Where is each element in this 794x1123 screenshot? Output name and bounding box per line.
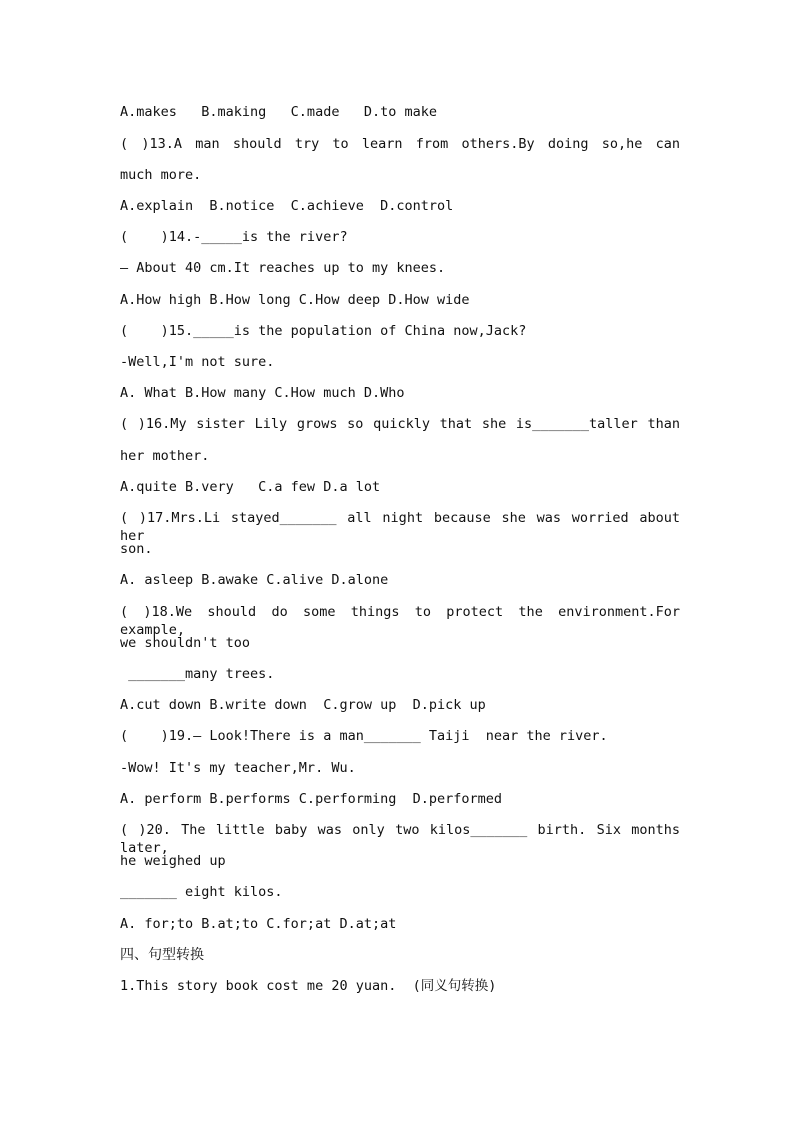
options-14: A.How high B.How long C.How deep D.How wide (120, 292, 470, 308)
options-16: A.quite B.very C.a few D.a lot (120, 479, 381, 495)
question-15-reply: -Well,I'm not sure. (120, 354, 275, 370)
question-19: ( )19.— Look!There is a man_______ Taiji near the river. (120, 728, 608, 744)
question-18-continued: we shouldn't too (120, 635, 251, 651)
section-heading: 四、句型转换 (120, 947, 204, 963)
options-15: A. What B.How many C.How much D.Who (120, 385, 405, 401)
options-19: A. perform B.performs C.performing D.performed (120, 791, 503, 807)
question-13: ( )13.A man should try to learn from others.By doing so,he can (120, 136, 680, 152)
question-14-reply: — About 40 cm.It reaches up to my knees. (120, 260, 446, 276)
question-18-blank-line: _______many trees. (120, 666, 275, 682)
question-16-continued: her mother. (120, 448, 210, 464)
options-12: A.makes B.making C.made D.to make (120, 104, 437, 120)
options-13: A.explain B.notice C.achieve D.control (120, 198, 454, 214)
question-20: ( )20. The little baby was only two kilos_______ birth. Six months later, (120, 822, 680, 856)
question-14: ( )14.-_____is the river? (120, 229, 348, 245)
question-20-blank-line: _______ eight kilos. (120, 884, 283, 900)
options-20: A. for;to B.at;to C.for;at D.at;at (120, 916, 397, 932)
question-17: ( )17.Mrs.Li stayed_______ all night because she was worried about her (120, 510, 680, 544)
question-16: ( )16.My sister Lily grows so quickly that she is_______taller than (120, 416, 680, 432)
question-15: ( )15._____is the population of China now,Jack? (120, 323, 527, 339)
question-19-reply: -Wow! It's my teacher,Mr. Wu. (120, 760, 356, 776)
question-18: ( )18.We should do some things to protect the environment.For example, (120, 604, 680, 638)
transform-item-1: 1.This story book cost me 20 yuan. (同义句转换) (120, 978, 497, 994)
question-17-continued: son. (120, 541, 153, 557)
options-18: A.cut down B.write down C.grow up D.pick up (120, 697, 486, 713)
question-13-continued: much more. (120, 167, 202, 183)
options-17: A. asleep B.awake C.alive D.alone (120, 572, 389, 588)
question-20-continued: he weighed up (120, 853, 226, 869)
